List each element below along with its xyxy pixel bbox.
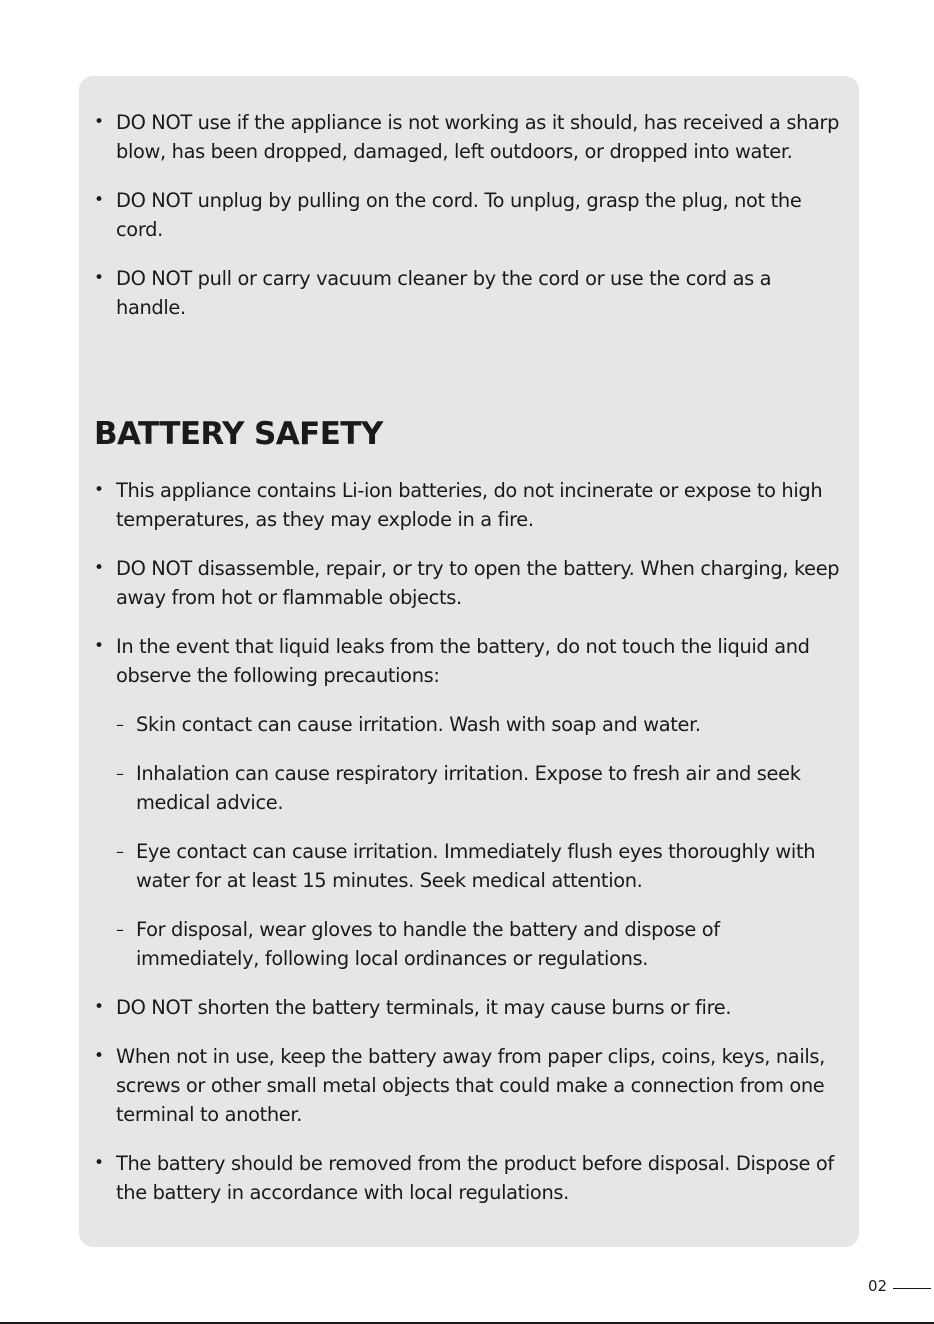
general-safety-list [79, 108, 859, 342]
list-item: • When not in use, keep the battery away from paper clips, coins, keys, nails, screws or other small metal objects that could make a connection from one terminal to another. [79, 1042, 859, 1129]
battery-safety-list [79, 476, 859, 1227]
section-heading: BATTERY SAFETY [94, 416, 383, 452]
list-item-with-precautions [79, 632, 859, 973]
list-item: • DO NOT use if the appliance is not working as it should, has received a sharp blow, has been dropped, damaged, left outdoors, or dropped into water. [79, 108, 859, 166]
precaution-item: – Eye contact can cause irritation. Immediately flush eyes thoroughly with water for at least 15 minutes. Seek medical attention. [116, 837, 845, 895]
list-item: • This appliance contains Li-ion batteries, do not incinerate or expose to high temperatures, as they may explode in a fire. [79, 476, 859, 534]
list-item: • The battery should be removed from the product before disposal. Dispose of the battery in accordance with local regulations. [79, 1149, 859, 1207]
list-item: • DO NOT disassemble, repair, or try to open the battery. When charging, keep away from hot or flammable objects. [79, 554, 859, 612]
precaution-item: – Inhalation can cause respiratory irritation. Expose to fresh air and seek medical advice. [116, 759, 845, 817]
list-item-text: In the event that liquid leaks from the battery, do not touch the liquid and observe the following precautions: [116, 635, 810, 687]
precautions-list [116, 710, 845, 973]
precaution-item: – For disposal, wear gloves to handle the battery and dispose of immediately, following local ordinances or regulations. [116, 915, 845, 973]
list-item: • DO NOT pull or carry vacuum cleaner by the cord or use the cord as a handle. [79, 264, 859, 322]
list-item: • DO NOT unplug by pulling on the cord. To unplug, grasp the plug, not the cord. [79, 186, 859, 244]
page-number-rule [893, 1288, 931, 1289]
safety-panel [79, 76, 859, 1247]
precaution-item: – Skin contact can cause irritation. Wash with soap and water. [116, 710, 845, 739]
page-number: 02 [868, 1277, 888, 1295]
list-item: • DO NOT shorten the battery terminals, it may cause burns or fire. [79, 993, 859, 1022]
